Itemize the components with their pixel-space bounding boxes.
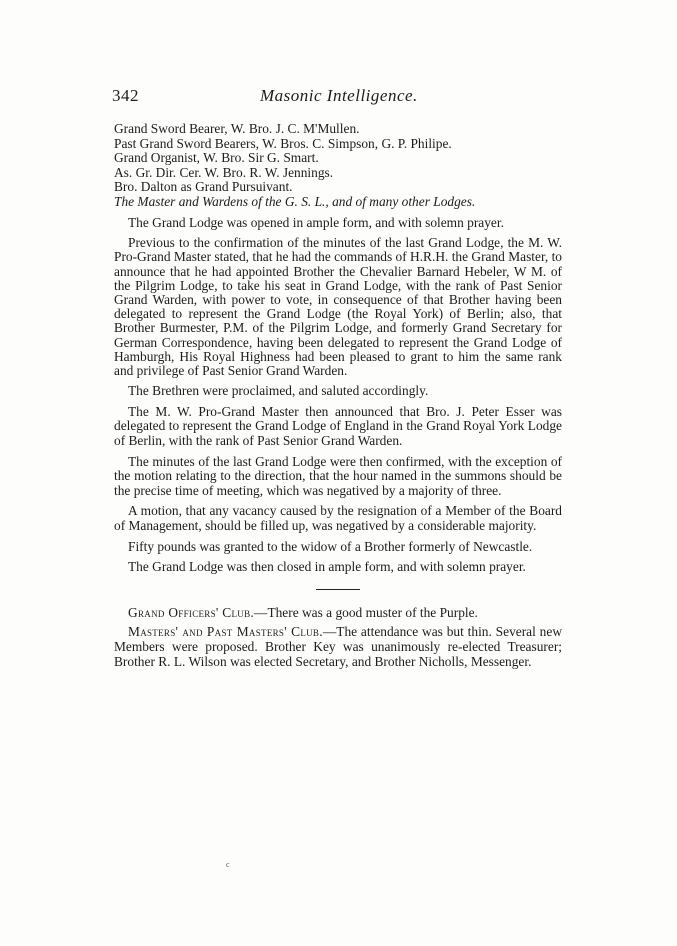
officer-line: Bro. Dalton as Grand Pursuivant.	[114, 179, 293, 195]
article-body	[114, 122, 562, 669]
paragraph: The minutes of the last Grand Lodge were then confirmed, with the exception of the motion relating to the direction, that the hour named in the summons should be the precise time of meeting, which was negatived by a majority of three.	[114, 453, 562, 498]
club-notice	[114, 625, 562, 669]
club-text: —The attendance was but thin. Several new Members were proposed. Brother Key was unanimously re-elected Treasurer; Brother R. L. Wilson was elected Secretary, and Brother Nicholls, Messenger.	[114, 624, 562, 669]
paragraph: The M. W. Pro-Grand Master then announced that Bro. J. Peter Esser was delegated to represent the Grand Lodge of England in the Grand Royal York Lodge of Berlin, with the rank of Past Senior Grand Warden.	[114, 403, 562, 448]
officer-line: As. Gr. Dir. Cer. W. Bro. R. W. Jennings.	[114, 164, 334, 180]
paragraph: A motion, that any vacancy caused by the resignation of a Member of the Board of Management, should be filled up, was negatived by a considerable majority.	[114, 503, 562, 533]
paragraph: Fifty pounds was granted to the widow of a Brother formerly of Newcastle.	[128, 538, 533, 554]
running-title: Masonic Intelligence.	[260, 86, 418, 105]
wardens-line: The Master and Wardens of the G. S. L., and of many other Lodges.	[114, 193, 476, 209]
page-header	[112, 86, 564, 110]
club-heading: Grand Officers' Club.	[128, 604, 255, 620]
paragraph: Previous to the confirmation of the minutes of the last Grand Lodge, the M. W. Pro-Grand Master stated, that he had the commands of H.R.H. the Grand Master, to announce that he had appointed Brother the Chevalier Barnard Hebeler, W M. of the Pilgrim Lodge, to take his seat in Grand Lodge, with the rank of Past Senior Grand Warden, with power to vote, in consequence of that Brother having been delegated to represent the Grand Lodge (the Royal York) of Berlin; also, that Brother Burmester, P.M. of the Pilgrim Lodge, and formerly Grand Secretary for German Correspondence, having been delegated to represent the Grand Lodge of Hamburgh, His Royal Highness had been pleased to grant to him the same rank and privilege of Past Senior Grand Warden.	[114, 235, 562, 378]
officer-line: Past Grand Sword Bearers, W. Bros. C. Simpson, G. P. Philipe.	[114, 135, 452, 151]
officer-line: Grand Organist, W. Bro. Sir G. Smart.	[114, 150, 319, 166]
page-number: 342	[112, 86, 139, 105]
officer-line: Grand Sword Bearer, W. Bro. J. C. M'Mullen.	[114, 121, 360, 136]
paragraph: The Grand Lodge was then closed in ample form, and with solemn prayer.	[128, 559, 526, 575]
club-text: —There was a good muster of the Purple.	[254, 604, 478, 620]
paragraph: The Grand Lodge was opened in ample form, and with solemn prayer.	[128, 214, 504, 230]
paragraph: The Brethren were proclaimed, and saluted accordingly.	[128, 383, 429, 399]
footer-mark: c	[226, 860, 230, 869]
club-notice	[114, 606, 562, 621]
club-heading: Masters' and Past Masters' Club.	[128, 624, 323, 640]
section-divider	[316, 589, 360, 590]
